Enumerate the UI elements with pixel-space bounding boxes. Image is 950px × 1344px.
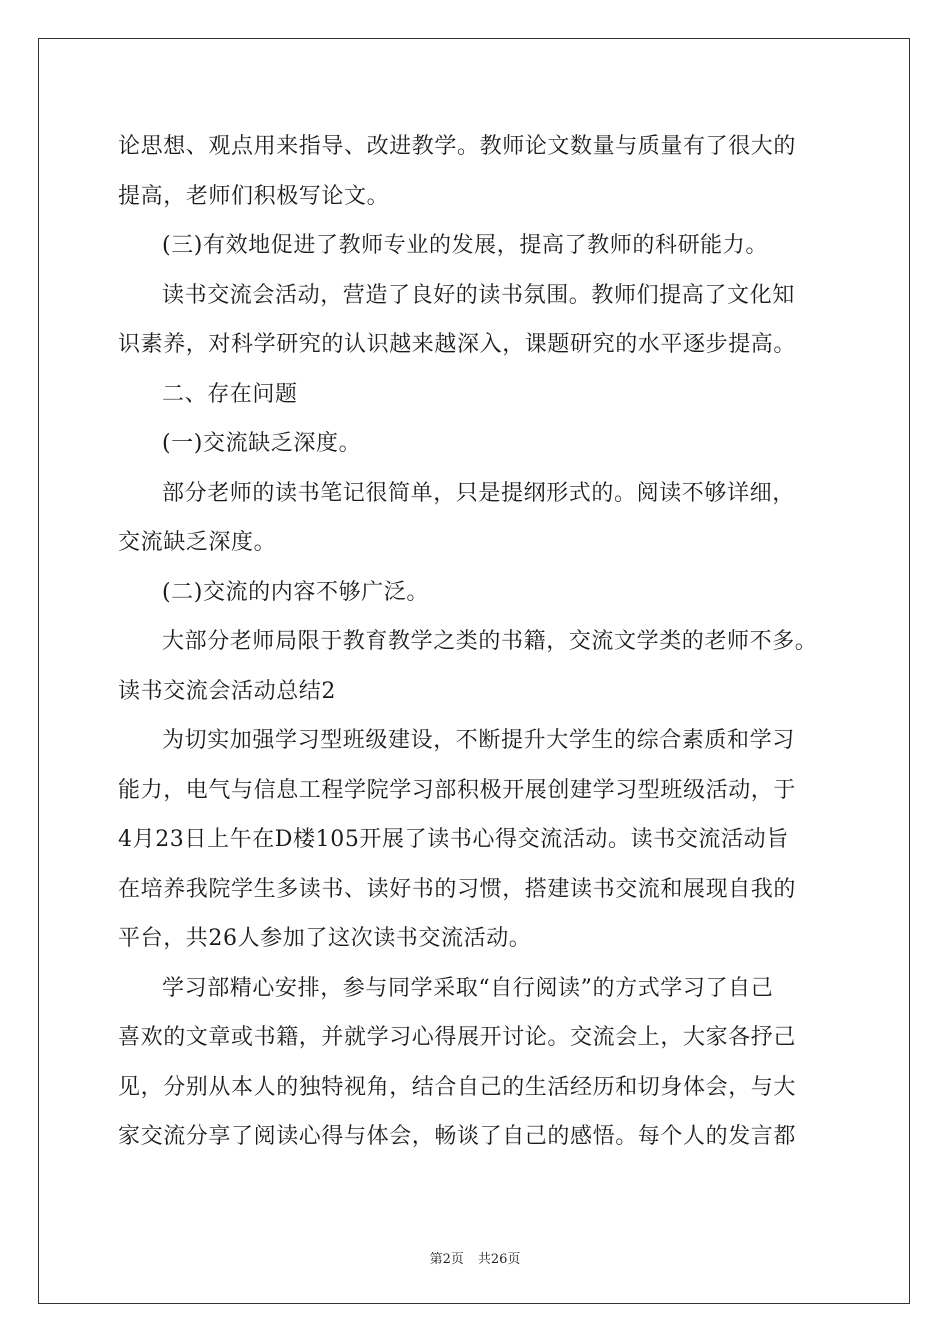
subheading-2: (二)交流的内容不够广泛。 <box>162 579 429 605</box>
page-number: 第2页 <box>429 1252 464 1267</box>
article-title-2: 读书交流会活动总结2 <box>118 678 336 704</box>
paragraph-2: (三)有效地促进了教师专业的发展，提高了教师的科研能力。 <box>162 233 768 258</box>
page-total: 共26页 <box>477 1252 521 1267</box>
subheading-1: (一)交流缺乏深度。 <box>162 431 362 456</box>
paragraph-3: 读书交流会活动，营造了良好的读书氛围。教师们提高了文化知 识素养，对科学研究的认识越来越深入，课题研究的水平逐步提高。 <box>118 282 797 357</box>
page-footer <box>0 1248 950 1267</box>
paragraph-5: 大部分老师局限于教育教学之类的书籍，交流文学类的老师不多。 <box>162 629 818 654</box>
paragraph-6: 为切实加强学习型班级建设，不断提升大学生的综合素质和学习 能力，电气与信息工程学院学习部积极开展创建学习型班级活动，于 4月23日上午在D楼105开展了读书心得交流活动。读书交流活动旨 在培养我院学生多读书、读好书的习惯，搭建读书交流和展现自我的 平台，共26人参加了这次读书交流活动。 <box>118 728 797 951</box>
document-body <box>118 122 838 1162</box>
paragraph-7: 学习部精心安排，参与同学采取“自行阅读”的方式学习了自己 喜欢的文章或书籍，并就学习心得展开讨论。交流会上，大家各抒己 见，分别从本人的独特视角，结合自己的生活经历和切身体会，与大 家交流分享了阅读心得与体会，畅谈了自己的感悟。每个人的发言都 <box>118 975 797 1149</box>
paragraph-1: 论思想、观点用来指导、改进教学。教师论文数量与质量有了很大的 提高，老师们积极写论文。 <box>118 134 797 209</box>
paragraph-4: 部分老师的读书笔记很简单，只是提纲形式的。阅读不够详细， 交流缺乏深度。 <box>118 480 795 555</box>
section-heading-problems: 二、存在问题 <box>162 381 298 407</box>
